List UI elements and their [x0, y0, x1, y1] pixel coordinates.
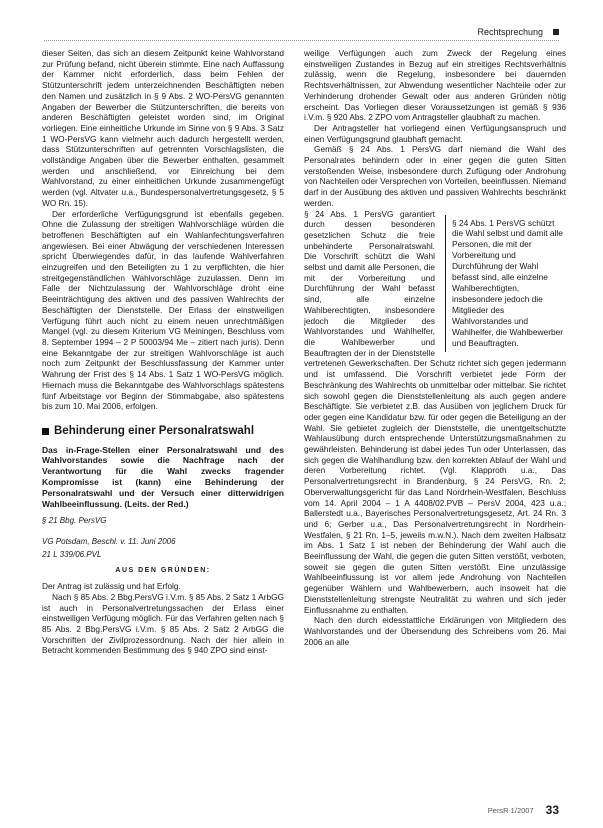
- body-paragraph: § 24 Abs. 1 PersVG garantiert durch dessen besonderen gesetzlichen Schutz die freie unbehinderte Personalratswahl. Die Vorschrift schützt die Wahl selbst und damit alle Personen, die mit der Vorbereitung und Durchführung der Wahl befasst sind, alle einzelne Wahlberechtigten, insbesondere jedoch die Mitglieder des Wahlvorstandes und Wahlhelfer, die Wahlbewerber und Beauftragten der in der Dienststelle vertretenen Gewerkschaften. Der Schutz richtet sich gegen jedermann und ist umfassend. Die Vorschrift verbietet jede Form der Beschränkung des Wahlrechts ob unmittelbar oder mittelbar. Sie richtet sich sowohl gegen die Dienststellenleitung als auch gegen andere Beschäftigte. Sie verbietet z.B. das Ausüben von jeglichem Druck für oder gegen eine Kandidatur bzw. für oder gegen die Beteiligung an der Wahl. Sie gebietet zugleich der Dienststelle, die unentgeltschutzte Wahlausübung durch entsprechende Unterstützungsmaßnahmen zu gewährleisten. Behinderung ist dabei jedes Tun oder Unterlassen, das sich gegen die Wahlhandlung bzw. den korrekten Ablauf der Wahl und deren Vorbereitung richtet. (Vgl. Klapproth u.a., Das Personalvertretungsrecht in Brandenburg, § 24 PersVG, Rn. 2; Oberverwaltungsgericht für das Land Nordrhein-Westfalen, Beschluss vom 14. April 2004 – 1 A 4408/02.PVB – PersV 2004, 423 u.a.; Ballerstedt u.a., Bayerisches Personalvertretungsgesetz, Art. 24 Rn. 3 und 6; Gerber u.a., Das Personalvertretungsrecht in Nordrhein-Westfalen, § 21 Rn. 1–5, jeweils m.w.N.). Nach dem zweiten Halbsatz im Abs. 1 Satz 1 ist neben der Behinderung der Wahl auch die Beeinflussung der Wahl, die gegen die guten Sitten verstößt, verboten, soweit sie gegen die guten Sitten verstößt. Eine unzulässige Wahlbeeinflussung ist vor allem jede Androhung von Nachteilen gegenüber Wählern und Wahlbewerbern, auch insoweit hat die Dienststellenleitung strengste Neutralität zu wahren und sich jeder Einflussnahme zu enthalten.: [304, 208, 566, 615]
- body-paragraph: Der erforderliche Verfügungsgrund ist ebenfalls gegeben. Ohne die Zulassung der streitigen Wahlvorschläge würden die betroffenen Beschäftigten auf ein Wahlanfechtungsverfahren angewiesen. Bei einer Abwägung der verschiedenen Interessen spricht Überwiegendes dafür, in das laufende Wahlverfahren einzugreifen und den Beteiligten zu 1 zu verpflichten, die hier streitgegenständlichen Wahlvorschläge zuzulassen. Denn im Falle der Nichtzulassung der Wahlvorschläge droht eine Beeinträchtigung des aktiven und des passiven Wahlrechts der Beschäftigten der Dienststelle. Der Erlass der einstweiligen Verfügung führt auch nicht zu einem neuen unrechtmäßigen Mangel (vgl. zu diesem Kriterium VG Meiningen, Beschluss vom 8. September 1994 – 2 P 50003/94 Me – zitiert nach juris). Denn eine Bekanntgabe der zur streitigen Wahlvorschläge ist auch noch zum Zeitpunkt der Beschlussfassung der Kammer unter Wahrung der Frist des § 14 Abs. 1 Satz 1 WO-PersVG möglich. Hiernach muss die Bekanntgabe des Wahlvorschlags spätestens fünf Arbeitstage vor Beginn der Stimmabgabe, also spätestens bis zum 10. Mai 2006, erfolgen.: [42, 208, 284, 412]
- reasons-heading: AUS DEN GRÜNDEN:: [115, 567, 211, 575]
- body-paragraph: Der Antrag ist zulässig und hat Erfolg.: [42, 581, 181, 592]
- header-square-icon: [553, 29, 559, 35]
- running-header: [44, 24, 559, 41]
- page-number: 33: [545, 803, 559, 817]
- norm-reference: § 21 Bbg. PersVG: [42, 516, 107, 526]
- body-paragraph: Der Antragsteller hat vorliegend einen Verfügungsanspruch und einen Verfügungsgrund glaubhaft gemacht.: [304, 122, 566, 144]
- body-paragraph: Gemäß § 24 Abs. 1 PersVG darf niemand die Wahl des Personalrates behindern oder in einer gegen die guten Sitten verstoßenden Weise, insbesondere durch Zufügung oder Androhung von Nachteilen oder Versprechen von Vorteilen, beeinflussen. Niemand darf in der Ausübung des aktiven und passiven Wahlrechts beschränkt werden.: [304, 144, 566, 208]
- body-paragraph: Nach den durch eidesstattliche Erklärungen von Mitgliedern des Wahlvorstandes und der Übersendung des Schreibens vom 26. Mai 2006 an alle: [304, 615, 566, 647]
- page-footer: [44, 802, 559, 818]
- body-paragraph: weilige Verfügungen auch zum Zweck der Regelung eines einstweiligen Zustandes in Bezug auf ein streitiges Rechtsverhältnis zulässig, wenn die Regelung, insbesondere bei dauernden Rechtsverhältnissen, zur Abwendung wesentlicher Nachteile oder zur Verhinderung drohender Gewalt oder aus anderen Gründen nötig erscheint. Das Vorliegen dieser Voraussetzungen ist gemäß § 936 i.V.m. § 920 Abs. 2 ZPO vom Antragsteller glaubhaft zu machen.: [304, 48, 566, 123]
- right-column: [304, 48, 566, 647]
- body-paragraph: Nach § 85 Abs. 2 Bbg.PersVG i.V.m. § 85 Abs. 2 Satz 1 ArbGG ist auch in Personalvertretungssachen der Erlass einer einstweiligen Verfügung möglich. Für das Verfahren gelten nach § 85 Abs. 2 Bbg.PersVG i.V.m. § 85 Abs. 2 Satz 2 ArbGG die Vorschriften der Zivilprozessordnung. Nach der hier allein in Betracht kommenden Bestimmung des § 940 ZPO sind einst-: [42, 591, 284, 656]
- body-paragraph: dieser Seiten, das sich an diesem Zeitpunkt keine Wahlvorstand zur Prüfung befand, nicht überein stimmte. Eine nach Auffassung der Kammer nicht erforderlich, dass beim Fehlen der Stützunterschrift jedem unterzeichnenden Beschäftigten neben den Namen und zusätzlich in § 9 Abs. 2 WO-PersVG genannten Angaben der Bewerber die Stützunterschriften, die bereits von anderen Beschäftigten geleistet worden sind, im Original vorliegen. Eine einheitliche Urkunde im Sinne von § 9 Abs. 3 Satz 1 WO-PersVG kann vielmehr auch dadurch hergestellt werden, dass Stützunterschriften auf getrennten Vorschlagslisten, die vollständige Angaben über die Bewerber enthalten, gesammelt werden und anschließend, vor Einreichung bei dem Wahlvorstand, zu einer einheitlichen Urkunde zusammengefügt werden (vgl. Altvater u.a., Bundespersonalvertretungsgesetz, § 5 WO Rn. 15).: [42, 48, 284, 208]
- citation-block: [42, 515, 284, 560]
- left-column: [42, 48, 284, 656]
- pull-quote: § 24 Abs. 1 PersVG schützt die Wahl selbst und damit alle Personen, die mit der Vorbereitung und Durchführung der Wahl befasst sind, alle einzelne Wahlberechtigten, insbesondere jedoch die Mitglieder des Wahlvorstandes und Wahlhelfer, die Wahlbewerber und Beauftragten.: [445, 215, 566, 353]
- guiding-principle: Das in-Frage-Stellen einer Personalratswahl und des Wahlvorstandes sowie die Nachfrage nach der Verantwortung für die Wahl zwecks fragender Kompromisse ist (kann) eine Behinderung der Personalratswahl und der Versuch einer ditterwidrigen Wahlbeeinflussung. (Leits. der Red.): [42, 444, 284, 509]
- case-reference: 21 L 339/06.PVL: [42, 550, 102, 560]
- section-label: Rechtsprechung: [477, 27, 543, 37]
- issue-label: PersR 1/2007: [487, 805, 534, 815]
- heading-square-icon: [42, 428, 49, 435]
- section-heading-text: Behinderung einer Personalratswahl: [54, 424, 255, 437]
- section-heading: [42, 426, 284, 437]
- court-reference: VG Potsdam, Beschl. v. 11. Juni 2006: [42, 537, 176, 547]
